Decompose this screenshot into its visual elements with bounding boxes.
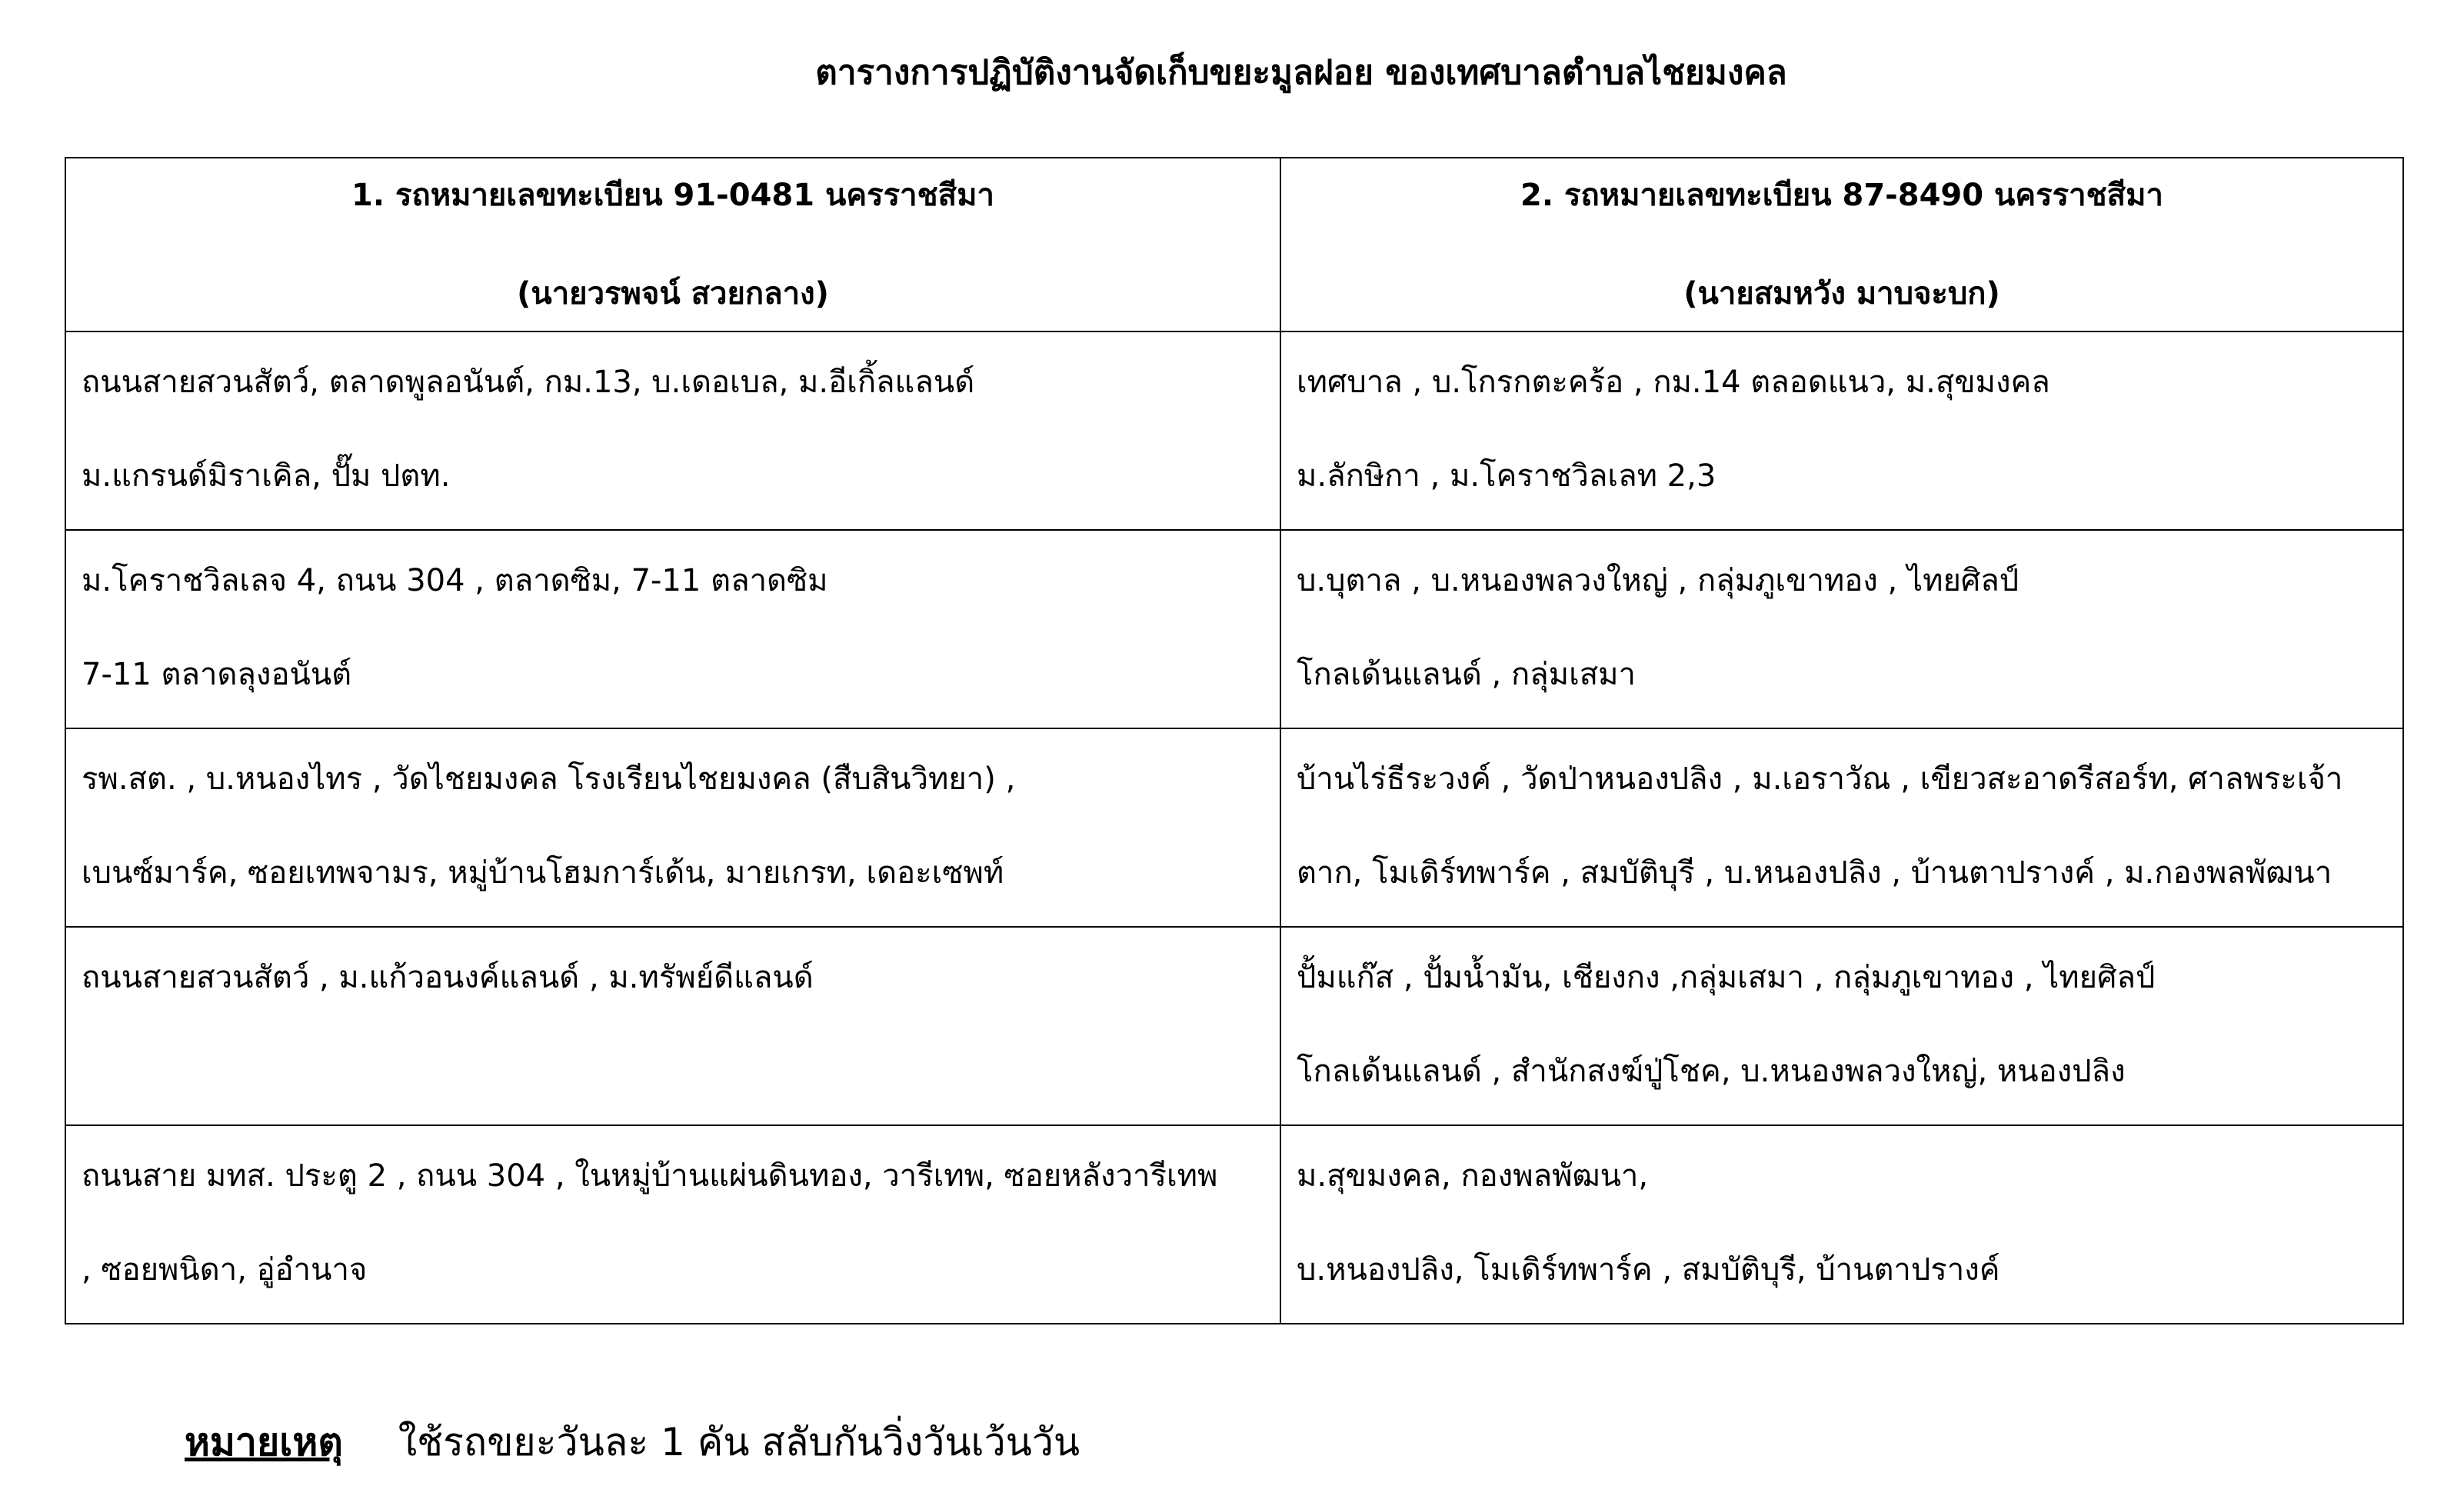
column-header-truck-1: [65, 158, 1280, 332]
cell-line: ถนนสาย มทส. ประตู 2 , ถนน 304 , ในหมู่บ้านแผ่นดินทอง, วารีเทพ, ซอยหลังวารีเทพ: [82, 1158, 1218, 1194]
cell-line: ม.แกรนด์มิราเคิล, ปั๊ม ปตท.: [82, 458, 451, 494]
cell-line: เทศบาล , บ.โกรกตะคร้อ , กม.14 ตลอดแนว, ม.สุขมงคล: [1297, 365, 2050, 400]
footnote-text: ใช้รถขยะวันละ 1 คัน สลับกันวิ่งวันเว้นวัน: [398, 1420, 1080, 1464]
cell-line: ตาก, โมเดิร์ทพาร์ค , สมบัติบุรี , บ.หนองปลิง , บ้านตาปรางค์ , ม.กองพลพัฒนา: [1297, 855, 2332, 891]
table-row: [65, 332, 2403, 530]
table-cell-truck-1: [65, 530, 1280, 728]
cell-line: เบนซ์มาร์ค, ซอยเทพจามร, หมู่บ้านโฮมการ์เด้น, มายเกรท, เดอะเซพท์: [82, 855, 1004, 891]
cell-line: รพ.สต. , บ.หนองไทร , วัดไชยมงคล โรงเรียนไชยมงคล (สืบสินวิทยา) ,: [82, 761, 1016, 797]
table-cell-truck-2: [1280, 1125, 2403, 1324]
cell-line: บ้านไร่ธีระวงค์ , วัดป่าหนองปลิง , ม.เอราวัณ , เขียวสะอาดรีสอร์ท, ศาลพระเจ้า: [1297, 761, 2343, 797]
table-row: [65, 530, 2403, 728]
table-row: [65, 1125, 2403, 1324]
cell-line: ถนนสายสวนสัตว์, ตลาดพูลอนันต์, กม.13, บ.เดอเบล, ม.อีเกิ้ลแลนด์: [82, 365, 975, 400]
truck-1-driver: (นายวรพจน์ สวยกลาง): [517, 276, 829, 312]
cell-line: บ.บุตาล , บ.หนองพลวงใหญ่ , กลุ่มภูเขาทอง , ไทยศิลป์: [1297, 563, 2019, 598]
truck-2-plate: 2. รถหมายเลขทะเบียน 87-8490 นครราชสีมา: [1520, 178, 2163, 213]
cell-line: โกลเด้นแลนด์ , กลุ่มเสมา: [1297, 657, 1636, 692]
table-cell-truck-2: [1280, 728, 2403, 927]
table-cell-truck-1: [65, 1125, 1280, 1324]
collection-schedule-table: [65, 157, 2404, 1324]
truck-1-plate: 1. รถหมายเลขทะเบียน 91-0481 นครราชสีมา: [351, 178, 994, 213]
table-cell-truck-2: [1280, 332, 2403, 530]
cell-line: [82, 1025, 1264, 1118]
cell-line: ม.โคราชวิลเลจ 4, ถนน 304 , ตลาดซิม, 7-11 ตลาดซิม: [82, 563, 828, 598]
cell-line: โกลเด้นแลนด์ , สำนักสงฆ์ปู่โชค, บ.หนองพลวงใหญ่, หนองปลิง: [1297, 1054, 2126, 1089]
table-row: [65, 927, 2403, 1125]
footnote: [185, 1415, 1080, 1469]
table-cell-truck-2: [1280, 530, 2403, 728]
cell-line: , ซอยพนิดา, อู่อำนาจ: [82, 1252, 368, 1288]
table-cell-truck-1: [65, 927, 1280, 1125]
truck-2-driver: (นายสมหวัง มาบจะบก): [1683, 276, 2000, 312]
cell-line: ปั้มแก๊ส , ปั้มน้ำมัน, เชียงกง ,กลุ่มเสมา , กลุ่มภูเขาทอง , ไทยศิลป์: [1297, 960, 2156, 995]
table-row: [65, 728, 2403, 927]
cell-line: ม.สุขมงคล, กองพลพัฒนา,: [1297, 1158, 1649, 1194]
document-title: ตารางการปฏิบัติงานจัดเก็บขยะมูลฝอย ของเทศบาลตำบลไชยมงคล: [815, 53, 1787, 92]
cell-line: 7-11 ตลาดลุงอนันต์: [82, 657, 352, 692]
column-header-truck-2: [1280, 158, 2403, 332]
cell-line: บ.หนองปลิง, โมเดิร์ทพาร์ค , สมบัติบุรี, บ้านตาปรางค์: [1297, 1252, 2000, 1288]
table-cell-truck-1: [65, 728, 1280, 927]
table-header-row: [65, 158, 2403, 332]
cell-line: ม.ลักษิกา , ม.โคราชวิลเลท 2,3: [1297, 458, 1716, 494]
table-cell-truck-1: [65, 332, 1280, 530]
table-cell-truck-2: [1280, 927, 2403, 1125]
footnote-label: หมายเหตุ: [185, 1420, 343, 1464]
cell-line: ถนนสายสวนสัตว์ , ม.แก้วอนงค์แลนด์ , ม.ทรัพย์ดีแลนด์: [82, 960, 814, 995]
